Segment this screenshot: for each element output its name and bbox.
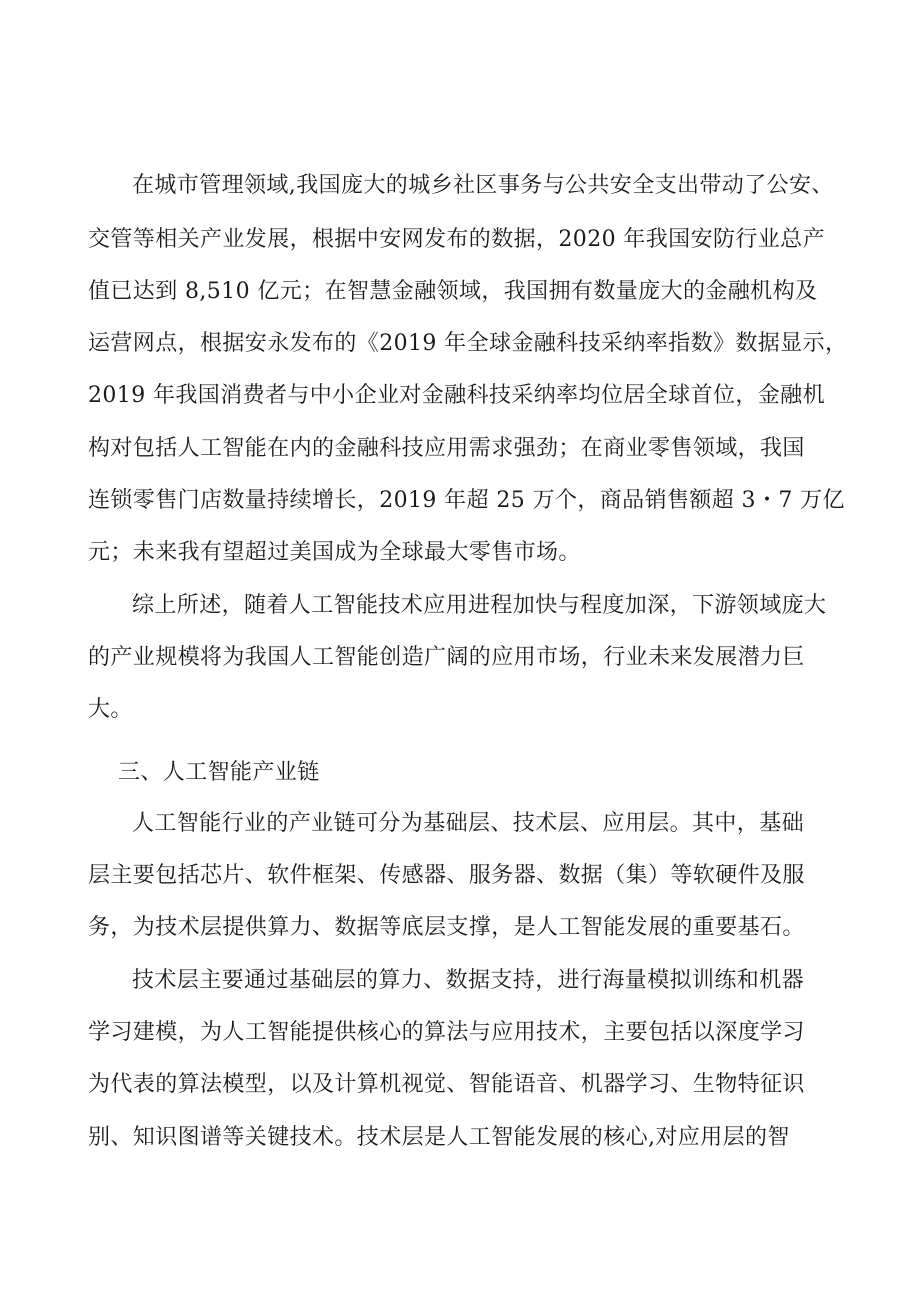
paragraph-line: 2019 年我国消费者与中小企业对金融科技采纳率均位居全球首位，金融机 (88, 383, 825, 408)
paragraph-line: 连锁零售门店数量持续增长，2019 年超 25 万个，商品销售额超 3・7 万亿 (88, 488, 845, 513)
paragraph-line: 别、知识图谱等关键技术。技术层是人工智能发展的核心,对应用层的智 (88, 1125, 790, 1150)
paragraph-line: 学习建模，为人工智能提供核心的算法与应用技术，主要包括以深度学习 (88, 1020, 805, 1045)
paragraph-line: 大。 (88, 697, 133, 722)
paragraph-line: 元；未来我有望超过美国成为全球最大零售市场。 (88, 540, 581, 565)
paragraph-line: 综上所述，随着人工智能技术应用进程加快与程度加深，下游领域庞大 (132, 593, 827, 618)
paragraph-line: 构对包括人工智能在内的金融科技应用需求强劲；在商业零售领域，我国 (88, 436, 805, 461)
paragraph-line: 在城市管理领域,我国庞大的城乡社区事务与公共安全支出带动了公安、 (132, 173, 834, 198)
paragraph-line: 为代表的算法模型，以及计算机视觉、智能语音、机器学习、生物特征识 (88, 1072, 805, 1097)
paragraph-line: 务，为技术层提供算力、数据等底层支撑，是人工智能发展的重要基石。 (88, 915, 805, 940)
paragraph-line: 层主要包括芯片、软件框架、传感器、服务器、数据（集）等软硬件及服 (88, 863, 805, 888)
paragraph-line: 人工智能行业的产业链可分为基础层、技术层、应用层。其中，基础 (132, 811, 805, 836)
paragraph-line: 的产业规模将为我国人工智能创造广阔的应用市场，行业未来发展潜力巨 (88, 645, 805, 670)
paragraph-line: 运营网点，根据安永发布的《2019 年全球金融科技采纳率指数》数据显示， (88, 331, 848, 356)
paragraph-line: 技术层主要通过基础层的算力、数据支持，进行海量模拟训练和机器 (132, 968, 805, 993)
paragraph-line: 交管等相关产业发展，根据中安网发布的数据，2020 年我国安防行业总产 (88, 227, 825, 252)
paragraph-line: 值已达到 8,510 亿元；在智慧金融领域，我国拥有数量庞大的金融机构及 (88, 279, 818, 304)
section-heading: 三、人工智能产业链 (118, 760, 320, 785)
